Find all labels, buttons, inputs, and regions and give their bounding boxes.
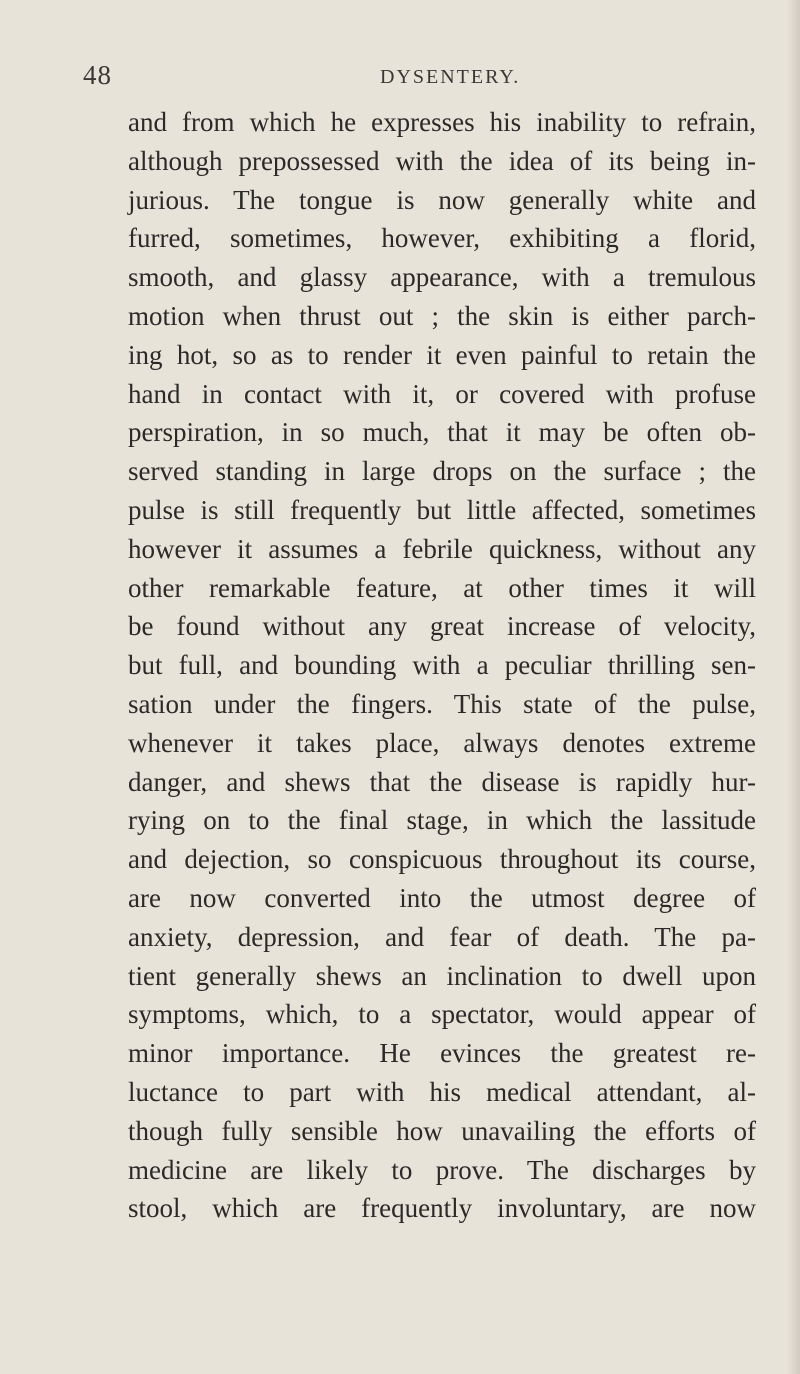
text-line: luctance to part with his medical attendant, al- (128, 1076, 756, 1107)
text-line: hand in contact with it, or covered with profuse (128, 378, 756, 409)
text-line: tient generally shews an inclination to dwell upon (128, 960, 756, 991)
text-line: smooth, and glassy appearance, with a tremulous (128, 262, 756, 293)
text-line: however it assumes a febrile quickness, without any (128, 533, 756, 564)
text-line: be found without any great increase of velocity, (128, 611, 756, 642)
page-number: 48 (83, 60, 112, 90)
text-line: though fully sensible how unavailing the efforts of (128, 1115, 756, 1146)
body-text (128, 103, 756, 1228)
text-line: ing hot, so as to render it even painful to retain the (128, 339, 756, 370)
text-line: and from which he expresses his inability to refrain, (128, 107, 756, 137)
text-line: symptoms, which, to a spectator, would appear of (128, 999, 756, 1030)
text-line: perspiration, in so much, that it may be often ob- (128, 417, 756, 448)
text-line: served standing in large drops on the surface ; the (128, 456, 756, 487)
text-line: although prepossessed with the idea of its being in- (128, 145, 756, 176)
text-line: medicine are likely to prove. The discharges by (128, 1154, 756, 1185)
text-line: other remarkable feature, at other times it will (128, 572, 756, 603)
text-line: are now converted into the utmost degree of (128, 882, 756, 913)
text-line: whenever it takes place, always denotes extreme (128, 727, 756, 758)
text-line: rying on to the final stage, in which the lassitude (128, 805, 756, 836)
text-line: and dejection, so conspicuous throughout its course, (128, 844, 756, 875)
text-line: furred, sometimes, however, exhibiting a florid, (128, 223, 756, 254)
text-line: motion when thrust out ; the skin is either parch- (128, 300, 756, 331)
running-head: DYSENTERY. (380, 66, 521, 88)
text-line: stool, which are frequently involuntary, are now (128, 1193, 756, 1224)
text-line: jurious. The tongue is now generally white and (128, 184, 756, 215)
text-line: anxiety, depression, and fear of death. The pa- (128, 921, 756, 952)
page-header (0, 60, 800, 100)
text-line: pulse is still frequently but little affected, sometimes (128, 494, 756, 525)
text-line: minor importance. He evinces the greatest re- (128, 1038, 756, 1069)
text-line: danger, and shews that the disease is rapidly hur- (128, 766, 756, 797)
text-line: but full, and bounding with a peculiar thrilling sen- (128, 650, 756, 681)
text-line: sation under the fingers. This state of the pulse, (128, 688, 756, 719)
